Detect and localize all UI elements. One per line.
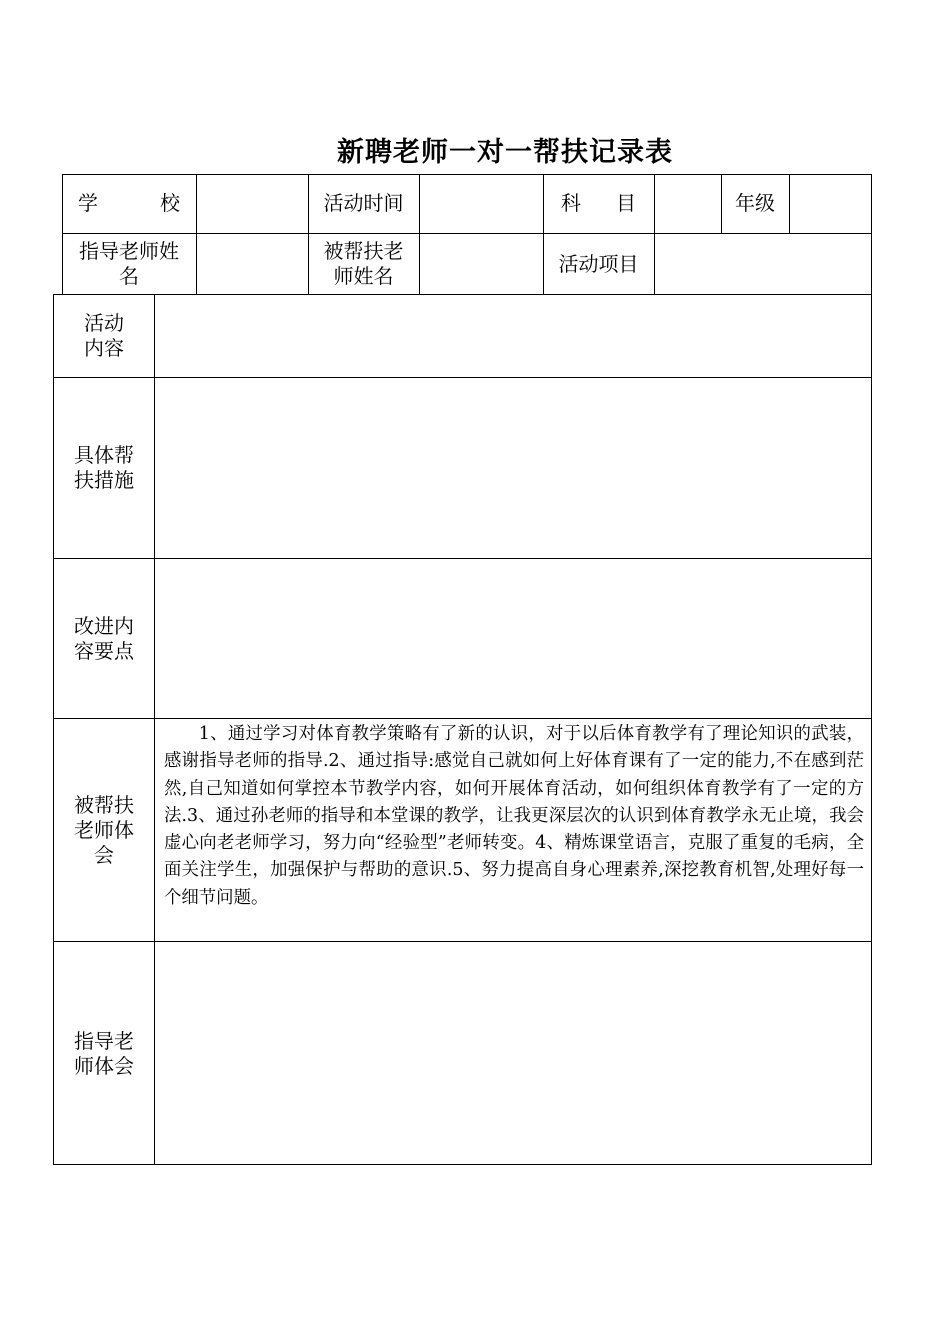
- row-divider: [53, 558, 872, 559]
- school-label: 学 校: [78, 191, 180, 215]
- grade-field[interactable]: [789, 174, 872, 233]
- form-title: 新聘老师一对一帮扶记录表: [337, 137, 673, 168]
- improvement-field[interactable]: [164, 565, 864, 713]
- subject-label: 科 目: [561, 191, 636, 215]
- main-col-divider: [154, 294, 155, 1165]
- measures-label: 具体帮扶措施: [74, 443, 134, 492]
- mentee-reflection-label: 被帮扶老师体会: [74, 792, 134, 867]
- row-divider: [53, 941, 872, 942]
- row-divider: [53, 718, 872, 719]
- school-field[interactable]: [196, 174, 308, 233]
- activity-content-field[interactable]: [164, 300, 864, 370]
- mentee-name-field[interactable]: [419, 234, 543, 294]
- improvement-label: 改进内容要点: [74, 614, 134, 663]
- grade-label: 年级: [735, 191, 775, 215]
- subject-field[interactable]: [654, 174, 721, 233]
- activity-content-label: 活动内容: [84, 311, 124, 360]
- activity-project-label: 活动项目: [558, 251, 639, 276]
- mentee-name-label: 被帮扶老师姓名: [323, 239, 404, 288]
- measures-field[interactable]: [164, 384, 864, 552]
- activity-time-label: 活动时间: [323, 191, 404, 215]
- mentor-name-label: 指导老师姓名: [79, 239, 179, 288]
- activity-project-field[interactable]: [654, 234, 872, 294]
- mentee-reflection-text[interactable]: 1、通过学习对体育教学策略有了新的认识，对于以后体育教学有了理论知识的武装，感谢指导老师的指导.2、通过指导:感觉自己就如何上好体育课有了一定的能力,不在感到茫然,自己知道如何掌控本节教学内容，如何开展体育活动，如何组织体育教学有了一定的方法.3、通过孙老师的指导和本堂课的教学，让我更深层次的认识到体育教学永无止境，我会虚心向老老师学习，努力向“经验型”老师转变。4、精炼课堂语言，克服了重复的毛病，全面关注学生，加强保护与帮助的意识.5、努力提高自身心理素养,深挖教育机智,处理好每一个细节问题。: [164, 724, 864, 908]
- mentor-name-field[interactable]: [196, 234, 308, 294]
- mentor-reflection-label: 指导老师体会: [74, 1028, 134, 1078]
- activity-time-field[interactable]: [419, 174, 543, 233]
- row-divider: [53, 377, 872, 378]
- mentor-reflection-field[interactable]: [164, 948, 864, 1158]
